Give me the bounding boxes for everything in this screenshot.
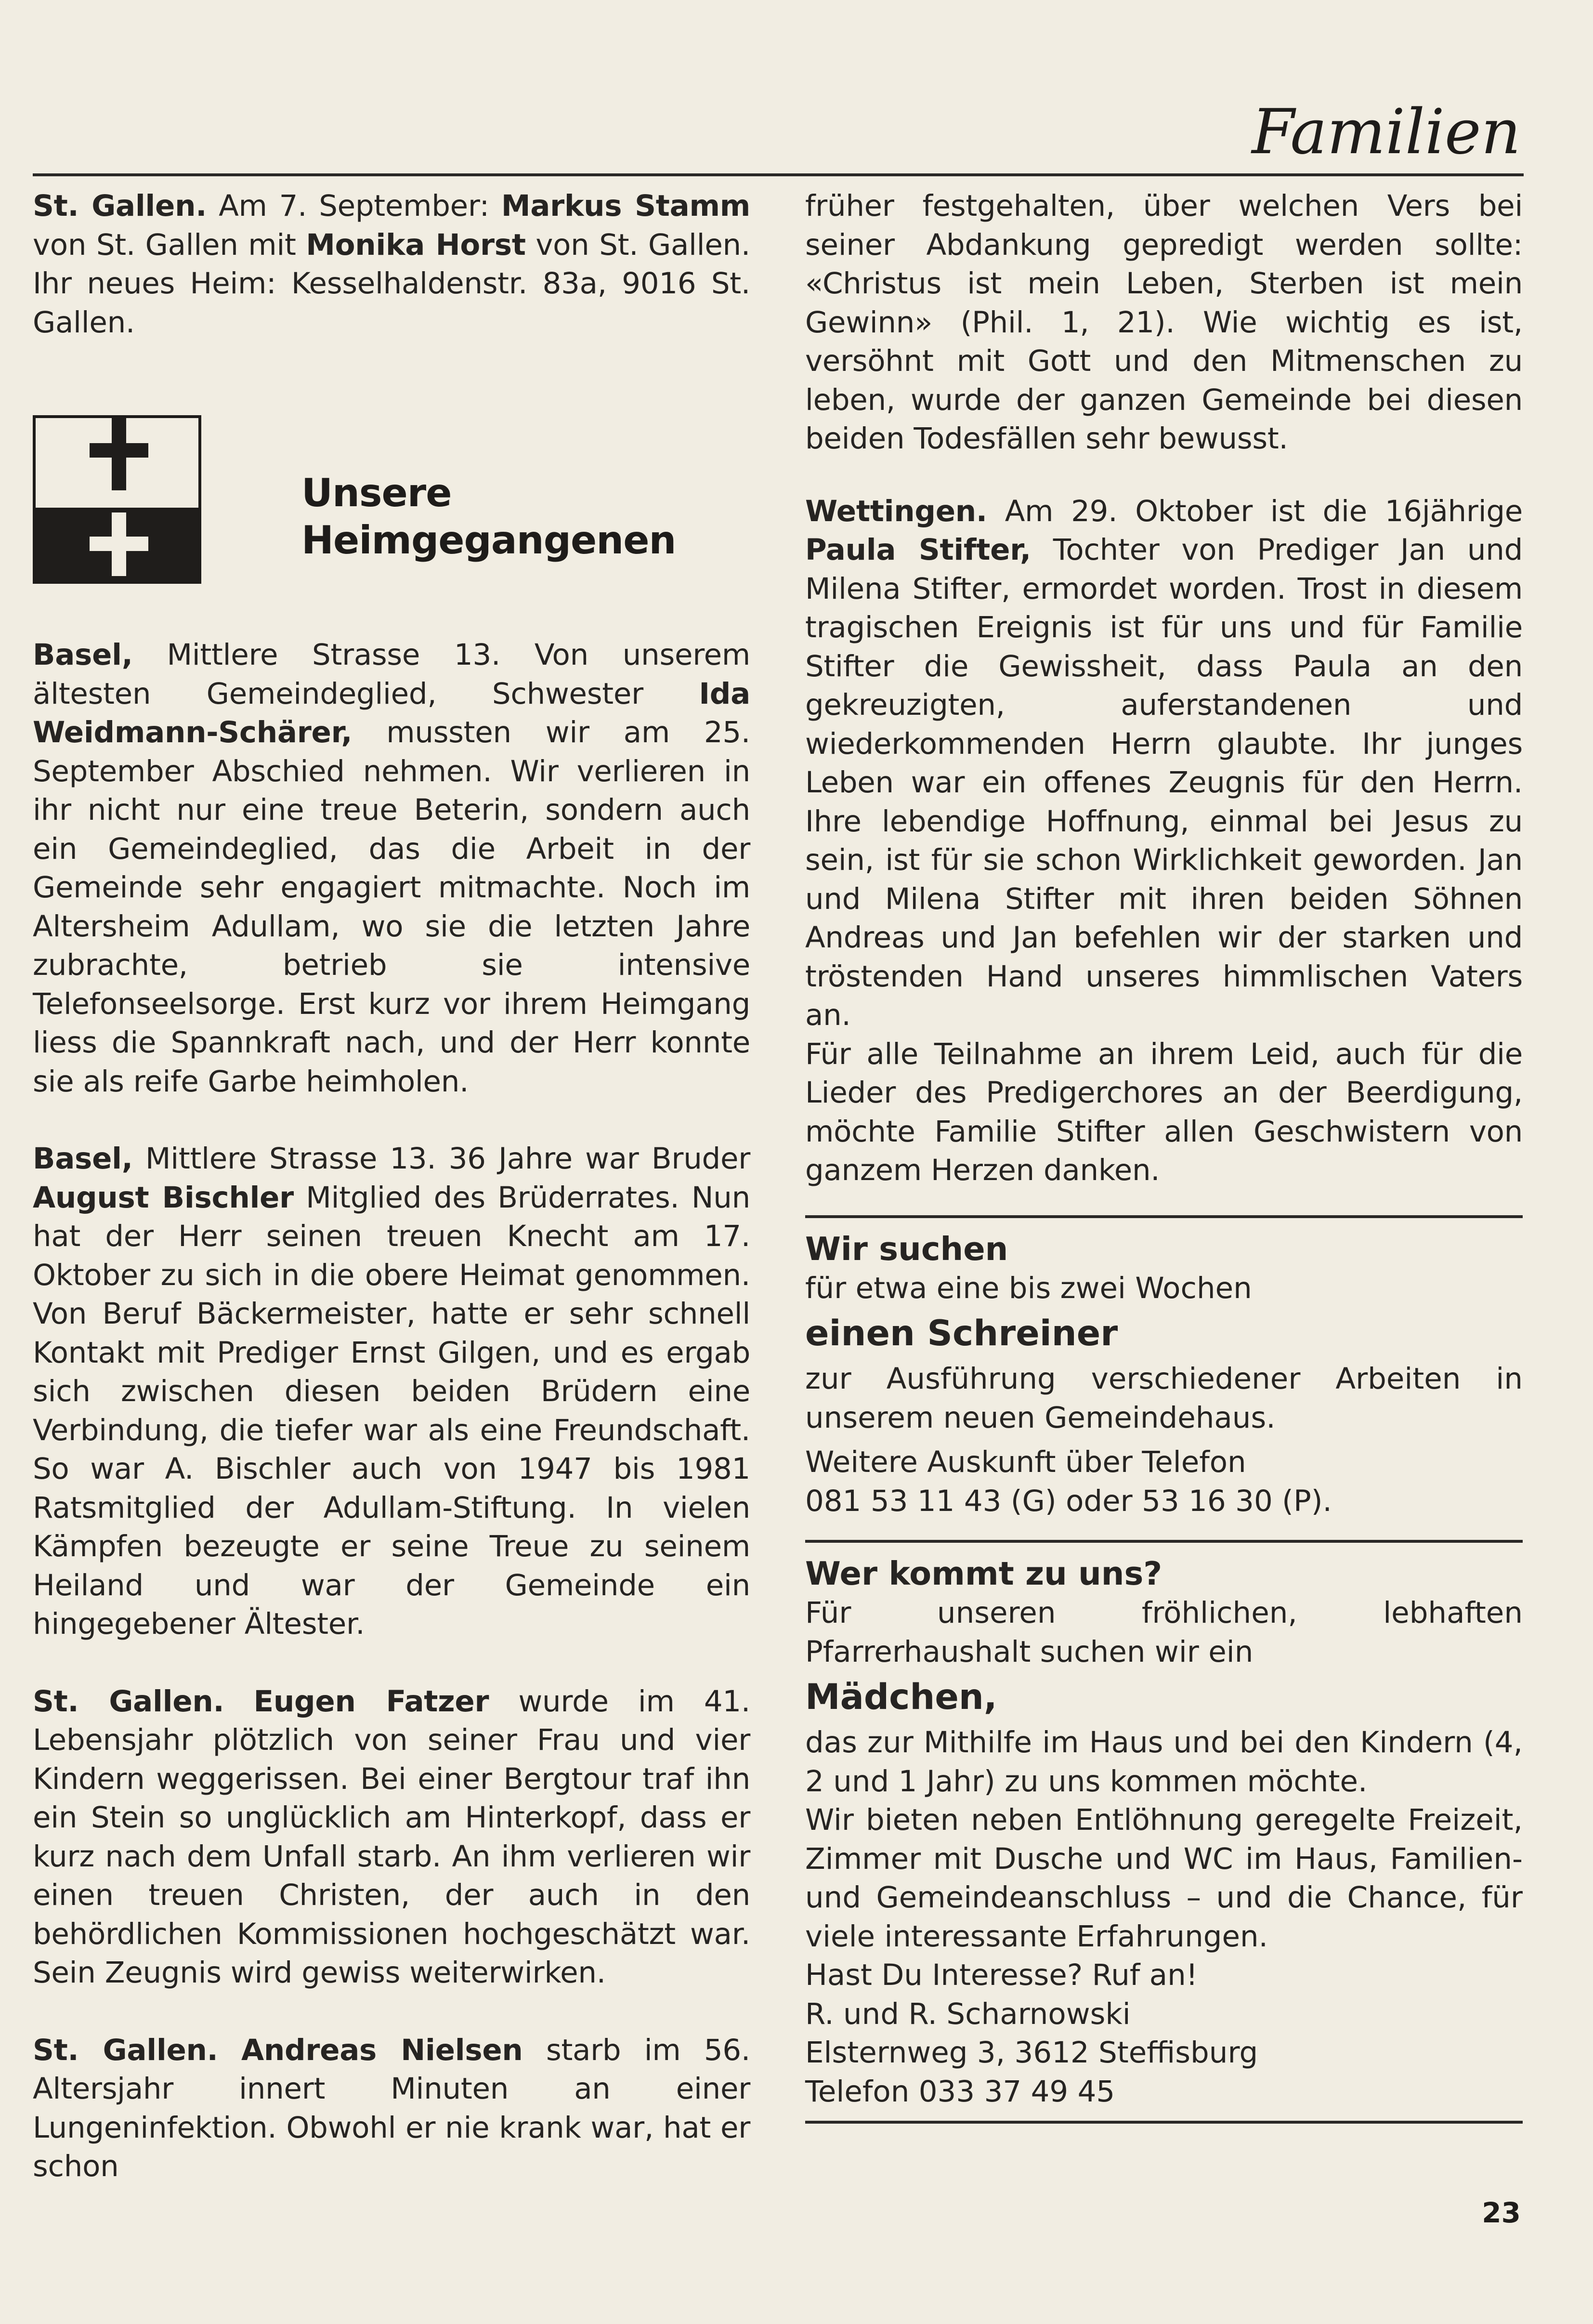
page-number: 23 [1482, 2196, 1521, 2229]
ad-text: Hast Du Interesse? Ruf an! [805, 1958, 1198, 1992]
classified-ad [805, 1553, 1523, 2111]
announcement-text: von St. Gallen mit [33, 227, 306, 262]
ad-text: das zur Mithilfe im Haus und bei den Kindern (4, 2 und 1 Jahr) zu uns kommen möchte. [805, 1725, 1523, 1799]
header-rule [33, 173, 1524, 176]
divider [805, 1215, 1523, 1218]
ad-text: Wir bieten neben Entlöhnung geregelte Freizeit, Zimmer mit Dusche und WC im Haus, Familien- und Gemeindeanschluss – und die Chance, für viele interessante Erfahrungen. [805, 1803, 1523, 1954]
wedding-announcement [33, 187, 750, 342]
obituary-entry: Basel, Mittlere Strasse 13. Von unserem ältesten Gemeindeglied, Schwester Ida Weidmann-Schärer, mussten wir am 25. September Abschied nehmen. Wir verlieren in ihr nicht nur eine treue Beterin, sondern auch ein Gemeindeglied, das die Arbeit in der Gemeinde sehr engagiert mitmachte. Noch im Altersheim Adullam, wo sie die letzten Jahre zubrachte, betrieb sie intensive Telefonseelsorge. Erst kurz vor ihrem Heimgang liess die Spannkraft nach, und der Herr konnte sie als reife Garbe heimholen. [33, 638, 750, 1099]
contact-address: Elsternweg 3, 3612 Steffisburg [805, 2035, 1258, 2070]
ad-title: Wer kommt zu uns? [805, 1555, 1162, 1592]
person-name: Monika Horst [306, 227, 526, 262]
right-column [805, 187, 1523, 2134]
ad-text: Weitere Auskunft über Telefon [805, 1445, 1246, 1479]
section-heading: Unsere Heimgegangenen [301, 471, 676, 563]
ad-title: Wir suchen [805, 1230, 1008, 1268]
contact-name: R. und R. Scharnowski [805, 1996, 1131, 2031]
cross-emblem-icon [33, 415, 201, 584]
ad-text: zur Ausführung verschiedener Arbeiten in unserem neuen Gemeindehaus. [805, 1362, 1523, 1435]
ad-highlight: einen Schreiner [805, 1313, 1118, 1354]
announcement-text: Am 7. September: [207, 189, 501, 223]
ad-text: Für unseren fröhlichen, lebhaften Pfarrerhaushalt suchen wir ein [805, 1596, 1523, 1669]
obituary-entry: Wettingen. Am 29. Oktober ist die 16jährige Paula Stifter, Tochter von Prediger Jan und Milena Stifter, ermordet worden. Trost in diesem tragischen Ereignis ist für uns und für Familie Stifter die Gewissheit, dass Paula an den gekreuzigten, auferstandenen und wiederkommenden Herrn glaubte. Ihr junges Leben war ein offenes Zeugnis für den Herrn. Ihre lebendige Hoffnung, einmal bei Jesus zu sein, ist für sie schon Wirklichkeit geworden. Jan und Milena Stifter mit ihren beiden Söhnen Andreas und Jan befehlen wir der starken und tröstenden Hand unseres himmlischen Vaters an. [805, 494, 1523, 1032]
obituary-entry: St. Gallen. Eugen Fatzer wurde im 41. Lebensjahr plötzlich von seiner Frau und vier Kindern weggerissen. Bei einer Bergtour traf ihn ein Stein so unglücklich am Hinterkopf, dass er kurz nach dem Unfall starb. An ihm verlieren wir einen treuen Christen, der auch in den behördlichen Kommissionen hochgeschätzt war. Sein Zeugnis wird gewiss weiterwirken. [33, 1684, 751, 1990]
obituary-entry: St. Gallen. Andreas Nielsen starb im 56. Altersjahr innert Minuten an einer Lungeninfektion. Obwohl er nie krank war, hat er schon [33, 2033, 751, 2183]
ad-phone: 081 53 11 43 (G) oder 53 16 30 (P). [805, 1484, 1332, 1518]
place-label: St. Gallen. [33, 189, 207, 223]
ad-highlight: Mädchen, [805, 1677, 997, 1718]
divider [805, 2121, 1523, 2124]
thanks-note: Für alle Teilnahme an ihrem Leid, auch für die Lieder des Predigerchores an der Beerdigung, möchte Familie Stifter allen Geschwistern von ganzem Herzen danken. [805, 1037, 1523, 1187]
obituary-continuation: früher festgehalten, über welchen Vers bei seiner Abdankung gepredigt werden sollte: «Christus ist mein Leben, Sterben ist mein Gewinn» (Phil. 1, 21). Wie wichtig es ist, versöhnt mit Gott und den Mitmenschen zu leben, wurde der ganzen Gemeinde bei diesen beiden Todesfällen sehr bewusst. [805, 189, 1523, 456]
section-header [33, 385, 750, 636]
ad-text: für etwa eine bis zwei Wochen [805, 1271, 1252, 1305]
announcement-text: von St. Gallen. Ihr neues Heim: Kesselhaldenstr. 83a, 9016 St. Gallen. [33, 227, 751, 340]
person-name: Markus Stamm [501, 189, 750, 223]
classified-ad [805, 1229, 1523, 1521]
obituary-entry: Basel, Mittlere Strasse 13. 36 Jahre war Bruder August Bischler Mitglied des Brüderrates. Nun hat der Herr seinen treuen Knecht am 17. Oktober zu sich in die obere Heimat genommen. Von Beruf Bäckermeister, hatte er sehr schnell Kontakt mit Prediger Ernst Gilgen, und es ergab sich zwischen diesen beiden Brüdern eine Verbindung, die tiefer war als eine Freundschaft. So war A. Bischler auch von 1947 bis 1981 Ratsmitglied der Adullam-Stiftung. In vielen Kämpfen bezeugte er seine Treue zu seinem Heiland und war der Gemeinde ein hingegebener Ältester. [33, 1142, 750, 1641]
contact-phone: Telefon 033 37 49 45 [805, 2074, 1115, 2109]
section-title: Familien [1252, 96, 1521, 168]
left-column [33, 187, 750, 2186]
divider [805, 1540, 1523, 1543]
